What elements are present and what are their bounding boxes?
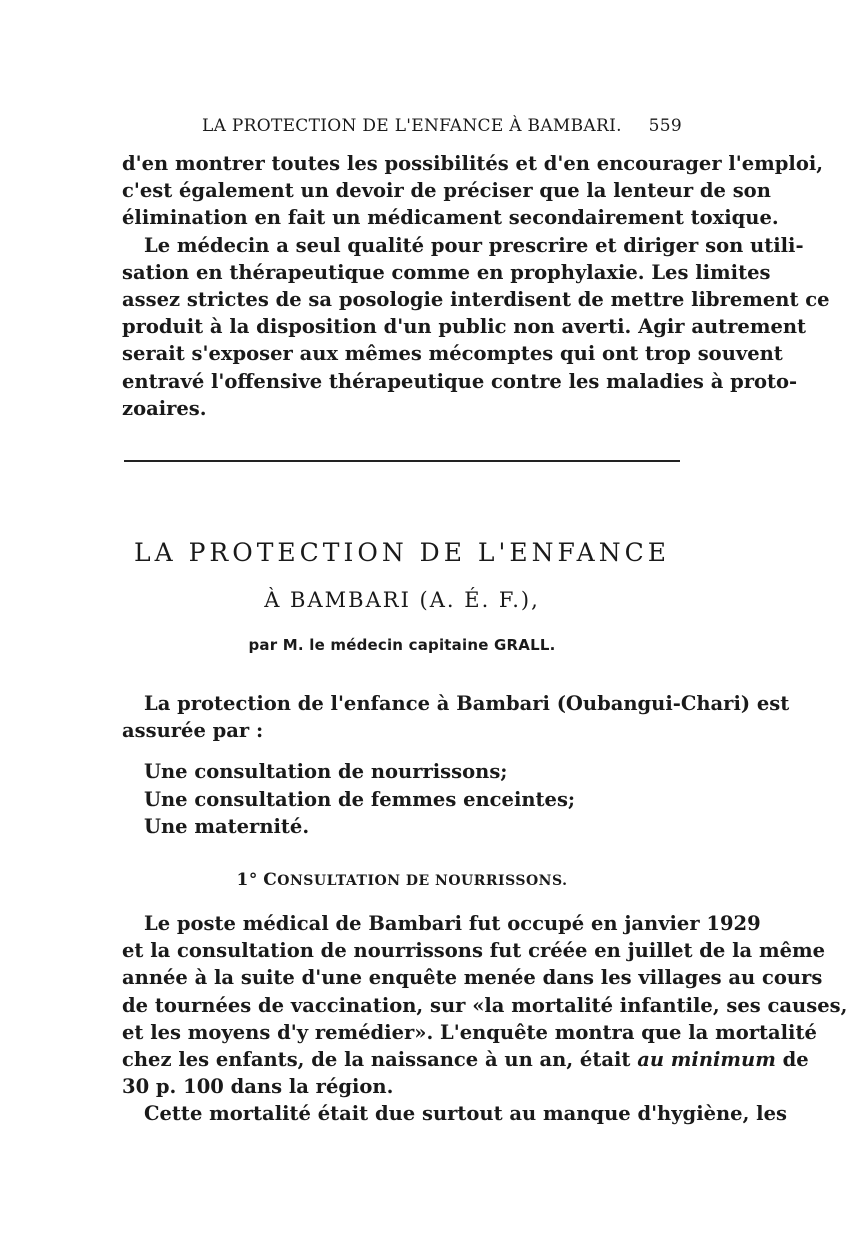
text-line: assurée par : <box>122 719 264 743</box>
text-line: zoaires. <box>122 396 207 420</box>
text-line: Cette mortalité était due surtout au manque d'hygiène, les <box>144 1102 787 1126</box>
text-line: assez strictes de sa posologie interdisent de mettre librement ce <box>122 287 830 311</box>
list-item: Une maternité. <box>144 814 310 838</box>
text-line: de tournées de vaccination, sur «la mortalité infantile, ses causes, <box>122 993 847 1017</box>
running-head <box>122 116 682 142</box>
section-divider <box>124 460 680 462</box>
text-line <box>122 1046 809 1073</box>
page-number: 559 <box>648 116 682 136</box>
text-line: c'est également un devoir de préciser que la lenteur de son <box>122 179 771 203</box>
intro-text <box>122 690 790 840</box>
text-line: élimination en fait un médicament secondairement toxique. <box>122 206 779 230</box>
text-line: serait s'exposer aux mêmes mécomptes qui ont trop souvent <box>122 342 783 366</box>
text-segment: de <box>782 1047 809 1071</box>
section-heading <box>122 870 682 890</box>
list-item: Une consultation de femmes enceintes; <box>144 787 576 811</box>
text-line: Le médecin a seul qualité pour prescrire et diriger son utili- <box>144 233 804 257</box>
section-heading-rest: ONSULTATION DE NOURRISSONS. <box>277 873 568 889</box>
section-number: 1° <box>236 870 258 890</box>
text-line: La protection de l'enfance à Bambari (Oubangui-Chari) est <box>144 692 790 715</box>
body-text <box>122 910 847 1128</box>
text-line: et la consultation de nourrissons fut créée en juillet de la même <box>122 939 826 963</box>
text-line: sation en thérapeutique comme en prophylaxie. Les limites <box>122 260 771 284</box>
text-line: produit à la disposition d'un public non averti. Agir autrement <box>122 315 807 339</box>
text-line: et les moyens d'y remédier». L'enquête montra que la mortalité <box>122 1020 817 1044</box>
text-line: entravé l'offensive thérapeutique contre les maladies à proto- <box>122 369 798 393</box>
text-line: d'en montrer toutes les possibilités et d'en encourager l'emploi, <box>122 152 824 175</box>
article-author: par M. le médecin capitaine GRALL. <box>248 636 556 654</box>
section-initial: C <box>263 870 278 890</box>
continued-text <box>122 150 830 422</box>
emphasis-text: au minimum <box>637 1047 776 1071</box>
list-item: Une consultation de nourrissons; <box>144 760 508 784</box>
running-title: LA PROTECTION DE L'ENFANCE À BAMBARI. <box>202 116 622 136</box>
text-line: année à la suite d'une enquête menée dans les villages au cours <box>122 966 823 990</box>
text-line: 30 p. 100 dans la région. <box>122 1075 394 1099</box>
text-line: Le poste médical de Bambari fut occupé en janvier 1929 <box>144 912 761 935</box>
article-title: LA PROTECTION DE L'ENFANCE <box>134 538 670 567</box>
article-subtitle: À BAMBARI (A. É. F.), <box>264 588 540 612</box>
text-segment: chez les enfants, de la naissance à un an, était <box>122 1047 631 1071</box>
